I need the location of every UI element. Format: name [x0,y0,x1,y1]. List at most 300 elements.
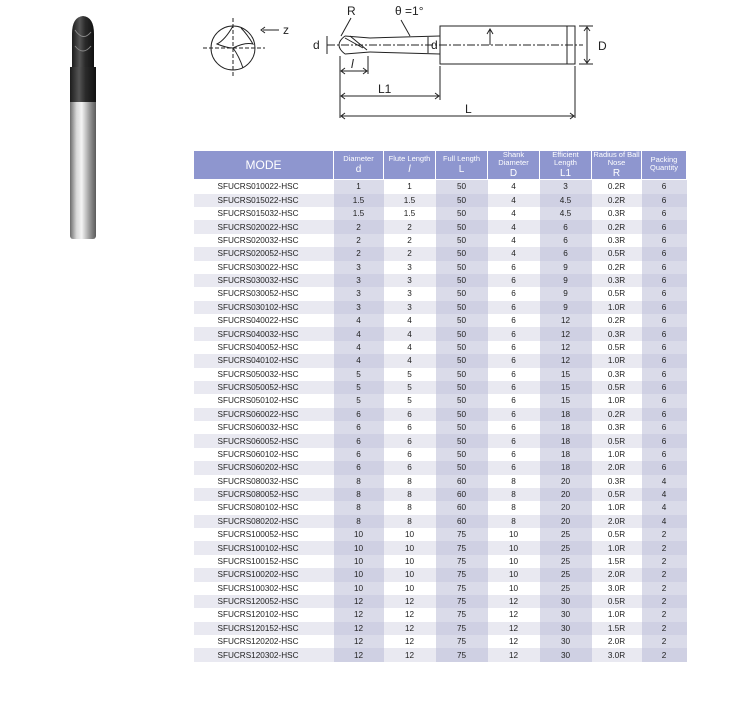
col-ball-nose-radius-cell: 0.5R [592,287,642,300]
col-ball-nose-radius-cell: 3.0R [592,648,642,661]
table-row [194,287,687,300]
col-shank-diameter-cell: 8 [488,475,540,488]
col-mode-cell: SFUCRS080032-HSC [194,475,334,488]
table-row [194,648,687,661]
col-diameter-cell: 10 [334,541,384,554]
col-ball-nose-radius-cell: 0.3R [592,475,642,488]
col-diameter-header [334,151,384,180]
col-mode-cell: SFUCRS050032-HSC [194,368,334,381]
col-shank-diameter-cell: 6 [488,354,540,367]
col-full-length-cell: 50 [436,448,488,461]
table-row [194,368,687,381]
col-flute-length-cell: 12 [384,635,436,648]
col-diameter-cell: 8 [334,515,384,528]
col-shank-diameter-cell: 6 [488,421,540,434]
full-length-label: L [465,102,472,116]
col-shank-diameter-cell: 12 [488,608,540,621]
col-packing-quantity-cell: 6 [642,194,687,207]
table-row [194,421,687,434]
col-mode-cell: SFUCRS040052-HSC [194,341,334,354]
table-row [194,354,687,367]
col-flute-length-cell: 6 [384,421,436,434]
col-ball-nose-radius-cell: 0.2R [592,408,642,421]
col-mode-cell: SFUCRS120302-HSC [194,648,334,661]
col-flute-length-cell: 3 [384,287,436,300]
col-shank-diameter-cell: 4 [488,207,540,220]
col-full-length-cell: 75 [436,648,488,661]
col-efficient-length-cell: 18 [540,448,592,461]
table-row [194,180,687,194]
col-mode-cell: SFUCRS010022-HSC [194,180,334,194]
col-diameter-cell: 12 [334,608,384,621]
col-flute-length-cell: 3 [384,261,436,274]
table-body [194,180,687,662]
table-row [194,448,687,461]
col-full-length-cell: 50 [436,247,488,260]
table-row [194,635,687,648]
col-mode-cell: SFUCRS100302-HSC [194,582,334,595]
col-flute-length-cell: 6 [384,434,436,447]
col-full-length-cell: 50 [436,314,488,327]
col-efficient-length-cell: 15 [540,394,592,407]
col-ball-nose-radius-cell: 1.0R [592,394,642,407]
col-packing-quantity-header [642,151,687,180]
col-mode-cell: SFUCRS030052-HSC [194,287,334,300]
header-symbol: L [458,163,465,175]
col-packing-quantity-cell: 2 [642,635,687,648]
header-title: Flute Length [388,153,431,163]
col-efficient-length-cell: 30 [540,635,592,648]
col-packing-quantity-cell: 2 [642,648,687,661]
col-flute-length-cell: 2 [384,234,436,247]
table-row [194,541,687,554]
col-full-length-cell: 50 [436,394,488,407]
col-efficient-length-header [540,151,592,180]
col-mode-cell: SFUCRS040022-HSC [194,314,334,327]
col-flute-length-cell: 3 [384,301,436,314]
col-mode-cell: SFUCRS060102-HSC [194,448,334,461]
col-flute-length-cell: 8 [384,488,436,501]
col-flute-length-cell: 4 [384,354,436,367]
col-efficient-length-cell: 25 [540,555,592,568]
table-row [194,582,687,595]
table-row [194,247,687,260]
col-flute-length-cell: 4 [384,327,436,340]
col-shank-diameter-cell: 12 [488,635,540,648]
col-flute-length-cell: 2 [384,247,436,260]
col-efficient-length-cell: 18 [540,434,592,447]
col-shank-diameter-cell: 4 [488,234,540,247]
col-diameter-cell: 8 [334,475,384,488]
col-diameter-cell: 6 [334,448,384,461]
col-mode-cell: SFUCRS120202-HSC [194,635,334,648]
header-symbol: D [509,167,518,179]
col-diameter-cell: 4 [334,354,384,367]
col-efficient-length-cell: 3 [540,180,592,194]
table-row [194,622,687,635]
col-shank-diameter-cell: 6 [488,314,540,327]
col-efficient-length-cell: 9 [540,301,592,314]
col-packing-quantity-cell: 6 [642,220,687,233]
table-row [194,261,687,274]
col-packing-quantity-cell: 6 [642,421,687,434]
col-ball-nose-radius-cell: 0.5R [592,488,642,501]
col-shank-diameter-cell: 4 [488,247,540,260]
col-full-length-cell: 50 [436,381,488,394]
col-full-length-cell: 50 [436,261,488,274]
col-diameter-cell: 12 [334,622,384,635]
table-row [194,234,687,247]
col-efficient-length-cell: 30 [540,608,592,621]
table-row [194,381,687,394]
col-shank-diameter-cell: 10 [488,582,540,595]
col-packing-quantity-cell: 6 [642,287,687,300]
col-mode-cell: SFUCRS060032-HSC [194,421,334,434]
col-efficient-length-cell: 6 [540,220,592,233]
col-full-length-cell: 60 [436,501,488,514]
end-mill-photo [58,12,108,242]
col-efficient-length-cell: 4.5 [540,194,592,207]
table-row [194,394,687,407]
col-packing-quantity-cell: 2 [642,568,687,581]
col-flute-length-cell: 3 [384,274,436,287]
col-flute-length-cell: 8 [384,501,436,514]
col-flute-length-cell: 10 [384,555,436,568]
col-diameter-cell: 5 [334,381,384,394]
col-shank-diameter-cell: 4 [488,220,540,233]
header-title: Packing Quantity [650,155,678,173]
header-symbol: d [355,163,362,175]
col-packing-quantity-cell: 2 [642,582,687,595]
table-row [194,488,687,501]
end-mill-dimension-diagram [195,0,625,130]
col-diameter-cell: 2 [334,247,384,260]
col-full-length-cell: 60 [436,488,488,501]
col-ball-nose-radius-cell: 1.0R [592,541,642,554]
tip-diameter-label: d [313,38,320,52]
col-mode-cell: SFUCRS060022-HSC [194,408,334,421]
col-efficient-length-cell: 4.5 [540,207,592,220]
col-shank-diameter-cell: 4 [488,180,540,194]
col-efficient-length-cell: 20 [540,501,592,514]
col-mode-cell: SFUCRS100052-HSC [194,528,334,541]
col-shank-diameter-cell: 6 [488,448,540,461]
col-packing-quantity-cell: 2 [642,608,687,621]
col-efficient-length-cell: 12 [540,327,592,340]
col-diameter-cell: 4 [334,314,384,327]
col-ball-nose-radius-cell: 0.5R [592,528,642,541]
col-ball-nose-radius-cell: 1.0R [592,301,642,314]
col-full-length-cell: 50 [436,434,488,447]
col-efficient-length-cell: 20 [540,488,592,501]
col-flute-length-cell: 6 [384,461,436,474]
col-efficient-length-cell: 30 [540,622,592,635]
col-diameter-cell: 6 [334,408,384,421]
table-row [194,461,687,474]
col-full-length-cell: 50 [436,287,488,300]
header-symbol: L1 [559,167,572,179]
col-diameter-cell: 12 [334,595,384,608]
col-full-length-cell: 75 [436,622,488,635]
col-full-length-cell: 50 [436,421,488,434]
col-shank-diameter-cell: 12 [488,648,540,661]
col-shank-diameter-cell: 10 [488,541,540,554]
col-diameter-cell: 2 [334,234,384,247]
col-ball-nose-radius-cell: 0.5R [592,247,642,260]
col-packing-quantity-cell: 6 [642,381,687,394]
col-packing-quantity-cell: 6 [642,180,687,194]
table-row [194,341,687,354]
col-diameter-cell: 8 [334,501,384,514]
col-shank-diameter-cell: 6 [488,408,540,421]
col-diameter-cell: 10 [334,555,384,568]
col-shank-diameter-cell: 10 [488,568,540,581]
table-row [194,595,687,608]
col-flute-length-cell: 10 [384,582,436,595]
col-ball-nose-radius-cell: 2.0R [592,568,642,581]
col-shank-diameter-cell: 8 [488,501,540,514]
col-flute-length-cell: 1.5 [384,207,436,220]
col-packing-quantity-cell: 4 [642,501,687,514]
col-shank-diameter-cell: 6 [488,381,540,394]
col-shank-diameter-cell: 4 [488,194,540,207]
col-ball-nose-radius-cell: 1.0R [592,354,642,367]
col-mode-cell: SFUCRS080202-HSC [194,515,334,528]
col-packing-quantity-cell: 6 [642,394,687,407]
col-efficient-length-cell: 25 [540,582,592,595]
col-diameter-cell: 4 [334,327,384,340]
col-flute-length-cell: 8 [384,515,436,528]
col-packing-quantity-cell: 2 [642,555,687,568]
col-shank-diameter-cell: 6 [488,327,540,340]
col-diameter-cell: 6 [334,461,384,474]
col-full-length-cell: 50 [436,461,488,474]
col-full-length-cell: 50 [436,354,488,367]
col-shank-diameter-cell: 10 [488,555,540,568]
col-full-length-cell: 50 [436,234,488,247]
col-ball-nose-radius-cell: 0.3R [592,234,642,247]
col-full-length-cell: 75 [436,595,488,608]
col-mode-cell: SFUCRS050102-HSC [194,394,334,407]
col-diameter-cell: 4 [334,341,384,354]
col-efficient-length-cell: 25 [540,568,592,581]
col-efficient-length-cell: 18 [540,408,592,421]
col-flute-length-cell: 5 [384,394,436,407]
col-shank-diameter-cell: 8 [488,515,540,528]
col-ball-nose-radius-cell: 0.5R [592,381,642,394]
col-efficient-length-cell: 30 [540,648,592,661]
col-shank-diameter-cell: 6 [488,301,540,314]
end-view-drawing [203,18,279,78]
col-shank-diameter-cell: 12 [488,595,540,608]
col-ball-nose-radius-cell: 0.5R [592,434,642,447]
table-row [194,194,687,207]
col-diameter-cell: 1 [334,180,384,194]
col-packing-quantity-cell: 2 [642,528,687,541]
col-shank-diameter-cell: 6 [488,287,540,300]
col-flute-length-cell: 5 [384,381,436,394]
col-mode-cell: SFUCRS060052-HSC [194,434,334,447]
col-efficient-length-cell: 20 [540,515,592,528]
col-shank-diameter-cell: 6 [488,394,540,407]
col-ball-nose-radius-cell: 0.2R [592,220,642,233]
col-flute-length-cell: 2 [384,220,436,233]
col-mode-cell: SFUCRS080102-HSC [194,501,334,514]
col-full-length-cell: 75 [436,541,488,554]
col-diameter-cell: 5 [334,368,384,381]
col-diameter-cell: 12 [334,648,384,661]
col-packing-quantity-cell: 2 [642,541,687,554]
table-row [194,327,687,340]
col-diameter-cell: 3 [334,287,384,300]
col-mode-header: MODE [194,151,334,180]
col-packing-quantity-cell: 6 [642,408,687,421]
col-mode-cell: SFUCRS100102-HSC [194,541,334,554]
header-title: Shank Diameter [498,150,529,167]
col-packing-quantity-cell: 4 [642,515,687,528]
col-mode-cell: SFUCRS015022-HSC [194,194,334,207]
col-efficient-length-cell: 25 [540,541,592,554]
col-mode-cell: SFUCRS050052-HSC [194,381,334,394]
col-efficient-length-cell: 12 [540,354,592,367]
col-flute-length-cell: 5 [384,368,436,381]
col-diameter-cell: 3 [334,261,384,274]
col-efficient-length-cell: 12 [540,341,592,354]
col-packing-quantity-cell: 6 [642,341,687,354]
col-efficient-length-cell: 30 [540,595,592,608]
col-full-length-cell: 50 [436,408,488,421]
col-full-length-cell: 75 [436,568,488,581]
col-ball-nose-radius-cell: 0.2R [592,261,642,274]
efficient-length-label: L1 [378,82,392,96]
col-ball-nose-radius-cell: 1.5R [592,622,642,635]
col-diameter-cell: 3 [334,274,384,287]
col-efficient-length-cell: 6 [540,247,592,260]
col-efficient-length-cell: 20 [540,475,592,488]
shank-diameter-label: D [598,39,607,53]
col-packing-quantity-cell: 4 [642,488,687,501]
col-flute-length-cell: 12 [384,648,436,661]
col-efficient-length-cell: 15 [540,368,592,381]
col-efficient-length-cell: 9 [540,261,592,274]
col-mode-cell: SFUCRS030022-HSC [194,261,334,274]
col-mode-cell: SFUCRS120052-HSC [194,595,334,608]
col-packing-quantity-cell: 6 [642,461,687,474]
table-row [194,207,687,220]
col-mode-cell: SFUCRS020032-HSC [194,234,334,247]
col-efficient-length-cell: 9 [540,274,592,287]
col-ball-nose-radius-cell: 3.0R [592,582,642,595]
col-packing-quantity-cell: 6 [642,354,687,367]
col-diameter-cell: 10 [334,528,384,541]
table-header-row [194,151,687,180]
col-shank-diameter-cell: 10 [488,528,540,541]
col-mode-cell: SFUCRS015032-HSC [194,207,334,220]
col-packing-quantity-cell: 6 [642,327,687,340]
col-packing-quantity-cell: 6 [642,434,687,447]
table-row [194,220,687,233]
table-row [194,501,687,514]
col-packing-quantity-cell: 6 [642,234,687,247]
col-full-length-cell: 50 [436,180,488,194]
col-flute-length-cell: 4 [384,341,436,354]
col-shank-diameter-cell: 12 [488,622,540,635]
col-ball-nose-radius-cell: 2.0R [592,515,642,528]
col-shank-diameter-cell: 6 [488,274,540,287]
col-packing-quantity-cell: 6 [642,207,687,220]
col-ball-nose-radius-cell: 1.0R [592,448,642,461]
table-row [194,274,687,287]
col-ball-nose-radius-cell: 2.0R [592,635,642,648]
col-flute-length-cell: 6 [384,448,436,461]
col-full-length-cell: 50 [436,341,488,354]
table-row [194,515,687,528]
col-packing-quantity-cell: 2 [642,622,687,635]
col-diameter-cell: 12 [334,635,384,648]
col-ball-nose-radius-cell: 0.5R [592,595,642,608]
col-flute-length-cell: 1.5 [384,194,436,207]
col-diameter-cell: 1.5 [334,207,384,220]
header-symbol: R [612,167,621,179]
spec-table [193,150,687,662]
col-flute-length-cell: 1 [384,180,436,194]
col-diameter-cell: 10 [334,582,384,595]
col-full-length-cell: 50 [436,194,488,207]
col-ball-nose-radius-cell: 0.2R [592,194,642,207]
col-diameter-cell: 8 [334,488,384,501]
col-full-length-cell: 75 [436,528,488,541]
table-row [194,608,687,621]
header-symbol: l [408,163,411,175]
col-diameter-cell: 2 [334,220,384,233]
col-ball-nose-radius-cell: 1.5R [592,555,642,568]
header-title: Radius of Ball Nose [593,150,640,167]
col-shank-diameter-cell: 6 [488,261,540,274]
col-full-length-cell: 50 [436,220,488,233]
col-efficient-length-cell: 18 [540,461,592,474]
col-mode-cell: SFUCRS120102-HSC [194,608,334,621]
col-mode-cell: SFUCRS100202-HSC [194,568,334,581]
table-row [194,528,687,541]
col-full-length-cell: 60 [436,475,488,488]
col-diameter-cell: 6 [334,434,384,447]
col-ball-nose-radius-cell: 0.3R [592,368,642,381]
col-full-length-header [436,151,488,180]
col-packing-quantity-cell: 6 [642,247,687,260]
col-mode-cell: SFUCRS020052-HSC [194,247,334,260]
col-efficient-length-cell: 9 [540,287,592,300]
col-diameter-cell: 1.5 [334,194,384,207]
col-flute-length-cell: 10 [384,568,436,581]
col-packing-quantity-cell: 6 [642,368,687,381]
col-shank-diameter-cell: 8 [488,488,540,501]
col-flute-length-cell: 6 [384,408,436,421]
col-shank-diameter-header [488,151,540,180]
col-ball-nose-radius-cell: 0.3R [592,207,642,220]
col-ball-nose-radius-cell: 1.0R [592,608,642,621]
col-full-length-cell: 50 [436,207,488,220]
col-mode-cell: SFUCRS040102-HSC [194,354,334,367]
col-packing-quantity-cell: 6 [642,448,687,461]
col-full-length-cell: 50 [436,274,488,287]
col-full-length-cell: 75 [436,608,488,621]
col-diameter-cell: 5 [334,394,384,407]
col-flute-length-cell: 12 [384,595,436,608]
col-full-length-cell: 50 [436,301,488,314]
col-mode-cell: SFUCRS030032-HSC [194,274,334,287]
col-packing-quantity-cell: 6 [642,274,687,287]
header-title: Full Length [442,153,481,163]
